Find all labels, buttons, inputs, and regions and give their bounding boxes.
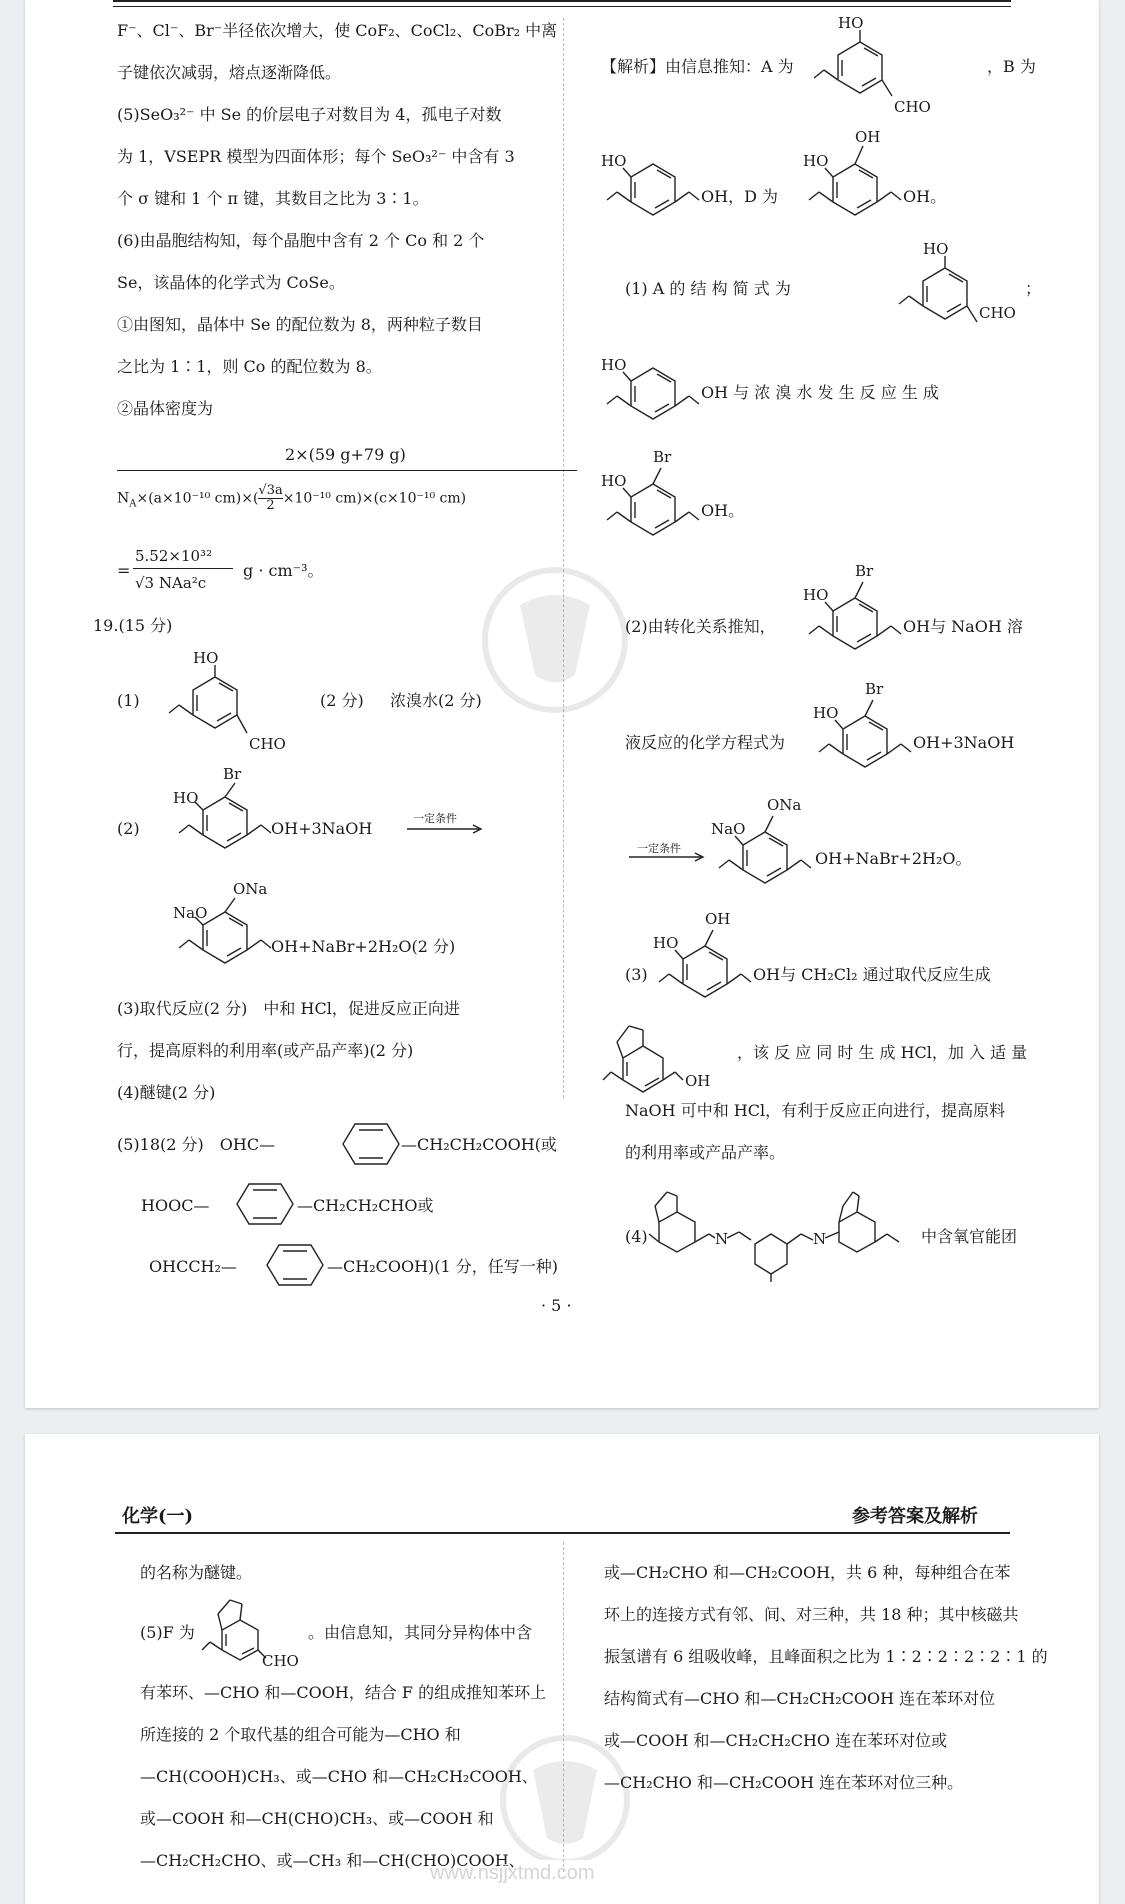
text-line: —CH₂CH₂CHO或 [297,1196,434,1215]
text-line: 的利用率或产品产率。 [625,1143,786,1162]
svg-text:OH: OH [705,910,731,928]
svg-text:CHO: CHO [262,1652,299,1670]
text-line: OHCCH₂— [149,1257,237,1276]
structure-bromo-triol [805,562,925,662]
reaction-arrow-icon [627,852,707,862]
text-line: 振氢谱有 6 组吸收峰，且峰面积之比为 1∶2∶2∶2∶2∶1 的 [604,1647,1048,1666]
svg-text:HO: HO [803,152,829,170]
text-line: OH 与 浓 溴 水 发 生 反 应 生 成 [701,383,939,402]
text-line: (4)醚键(2 分) [117,1083,216,1102]
structure-sodium-salt [711,796,835,896]
text-line: 或—COOH 和—CH(CHO)CH₃、或—COOH 和 [140,1809,494,1828]
text-line: 【解析】由信息推知：A 为 [601,57,794,76]
svg-text:Br: Br [223,765,242,783]
svg-text:ONa: ONa [233,880,268,898]
structure-sodium-salt [175,880,305,990]
text-line: 或—COOH 和—CH₂CH₂CHO 连在苯环对位或 [604,1731,948,1750]
structure-bromo-triol [815,680,935,780]
structure-A [905,240,1025,341]
density-numerator: 2×(59 g+79 g) [285,445,406,464]
text-line: —CH₂CH₂COOH(或 [401,1135,557,1154]
answer-page-5 [25,0,1099,1408]
answer-reagent: 浓溴水(2 分) [390,691,482,710]
text-line: 之比为 1∶1，则 Co 的配位数为 8。 [117,357,382,376]
text-line: 有苯环、—CHO 和—COOH，结合 F 的组成推知苯环上 [140,1683,547,1702]
watermark-url: www.nsjjxtmd.com [430,1862,595,1884]
text-line: 结构简式有—CHO 和—CH₂CH₂COOH 连在苯环对位 [604,1689,996,1708]
reaction-arrow-icon [405,824,485,834]
result-bar [133,568,233,569]
text-line: (5)F 为 [140,1623,195,1642]
text-line: OH。 [701,501,745,520]
watermark-logo [480,565,630,715]
text-line: —CH₂CH₂CHO、或—CH₃ 和—CH(CHO)COOH、 [140,1851,525,1870]
reaction-tail: OH+3NaOH [271,819,373,838]
answer-label: (1) [117,691,140,710]
text-line: 的名称为醚键。 [140,1563,253,1582]
text-line: 环上的连接方式有邻、间、对三种，共 18 种；其中核磁共 [604,1605,1019,1624]
text-line: (2)由转化关系推知， [625,617,776,636]
svg-text:HO: HO [803,586,829,604]
structure-D [655,910,775,1010]
svg-text:N: N [715,1230,729,1248]
svg-text:OH: OH [685,1072,711,1090]
svg-text:NaO: NaO [173,904,208,922]
svg-text:CHO: CHO [894,98,931,116]
text-line: 为 1，VSEPR 模型为四面体形；每个 SeO₃²⁻ 中含有 3 [117,147,515,166]
svg-text:OH: OH [855,128,881,146]
result-unit: g · cm⁻³。 [243,561,324,580]
svg-text:Br: Br [855,562,874,580]
fraction-bar [117,470,577,471]
text-line: NaOH 可中和 HCl，有利于反应正向进行，提高原料 [625,1101,1006,1120]
structure-target-molecule [647,1186,917,1286]
text-line: 所连接的 2 个取代基的组合可能为—CHO 和 [140,1725,461,1744]
reaction-condition: 一定条件 [637,842,681,855]
text-line: 液反应的化学方程式为 [625,733,786,752]
question-number: 19.(15 分) [93,616,173,635]
running-header-right: 参考答案及解析 [852,1506,978,1527]
svg-text:HO: HO [173,789,199,807]
text-line: OH+NaBr+2H₂O。 [815,849,972,868]
text-line: ，该 反 应 同 时 生 成 HCl，加 入 适 量 [737,1043,1028,1062]
text-line: ①由图知，晶体中 Se 的配位数为 8，两种粒子数目 [117,315,483,334]
svg-text:HO: HO [813,704,839,722]
structure-D [805,128,925,228]
svg-text:HO: HO [923,240,949,258]
text-line: (5)SeO₃²⁻ 中 Se 的价层电子对数目为 4，孤电子对数 [117,105,502,124]
reaction-condition: 一定条件 [413,812,457,825]
benzene-ring-icon [235,1180,295,1228]
page-top-rule [113,0,1011,7]
svg-text:HO: HO [838,14,864,32]
svg-text:ONa: ONa [767,796,802,814]
answer-score: (2 分) [320,691,364,710]
text-line: OH，D 为 [701,187,778,206]
svg-text:N: N [813,1230,827,1248]
text-line: 行，提高原料的利用率(或产品产率)(2 分) [117,1041,414,1060]
text-line: F⁻、Cl⁻、Br⁻半径依次增大，使 CoF₂、CoCl₂、CoBr₂ 中离 [117,21,558,40]
text-line: (1) A 的 结 构 简 式 为 [625,279,791,298]
text-line: 中含氧官能团 [921,1227,1018,1246]
text-line: ②晶体密度为 [117,399,214,418]
structure-E [603,1020,713,1100]
svg-text:Br: Br [653,448,672,466]
text-line: —CH(COOH)CH₃、或—CHO 和—CH₂CH₂COOH、 [140,1767,538,1786]
result-numerator: 5.52×10³² [135,547,213,565]
structure-A [175,649,315,755]
text-line: —CH₂COOH)(1 分，任写一种) [327,1257,559,1276]
text-line: ，B 为 [987,57,1036,76]
svg-text:NaO: NaO [711,820,746,838]
text-line: HOOC— [141,1196,210,1215]
text-line: (4) [625,1227,648,1246]
text-line: Se，该晶体的化学式为 CoSe。 [117,273,345,292]
text-line: 子键依次减弱，熔点逐渐降低。 [117,63,342,82]
svg-text:CHO: CHO [979,304,1016,322]
result-denominator: √3 NAa²c [135,574,207,592]
running-header-left: 化学(一) [122,1506,194,1527]
text-line: OH。 [903,187,947,206]
structure-bromo-triol [175,765,305,865]
text-line: (3) [625,965,648,984]
text-line: 或—CH₂CHO 和—CH₂COOH，共 6 种，每种组合在苯 [604,1563,1011,1582]
text-line: ； [1025,279,1042,298]
text-line: OH与 NaOH 溶 [903,617,1023,636]
structure-bromo-triol [603,448,723,548]
svg-text:HO: HO [193,649,219,667]
text-line: OH+3NaOH [913,733,1015,752]
text-line: (3)取代反应(2 分) 中和 HCl，促进反应正向进 [117,999,460,1018]
text-line: 个 σ 键和 1 个 π 键，其数目之比为 3∶1。 [117,189,429,208]
density-denominator: $N_A\times(a\times 10^{-10}$ cm)×( $\frac{√3a}{2}$ ×10⁻¹⁰ cm)×(c×10⁻¹⁰ cm) [117,483,467,513]
text-line: (6)由晶胞结构知，每个晶胞中含有 2 个 Co 和 2 个 [117,231,485,250]
svg-text:CHO: CHO [249,735,286,753]
svg-text:HO: HO [601,152,627,170]
equals-sign: = [117,561,131,580]
benzene-ring-icon [341,1120,401,1168]
text-line: (5)18(2 分) OHC— [117,1135,276,1154]
text-line: 。由信息知，其同分异构体中含 [308,1623,533,1642]
benzene-ring-icon [265,1241,325,1289]
header-rule [115,1532,1010,1534]
svg-text:HO: HO [601,472,627,490]
answer-label: (2) [117,819,140,838]
svg-text:Br: Br [865,680,884,698]
svg-text:HO: HO [653,934,679,952]
reaction-product: OH+NaBr+2H₂O(2 分) [271,937,456,956]
page-number: · 5 · [541,1296,572,1315]
text-line: OH与 CH₂Cl₂ 通过取代反应生成 [753,965,991,984]
text-line: —CH₂CHO 和—CH₂COOH 连在苯环对位三种。 [604,1773,964,1792]
structure-A [820,14,940,116]
structure-F [200,1598,310,1668]
svg-text:HO: HO [601,356,627,374]
column-divider [563,18,564,1098]
